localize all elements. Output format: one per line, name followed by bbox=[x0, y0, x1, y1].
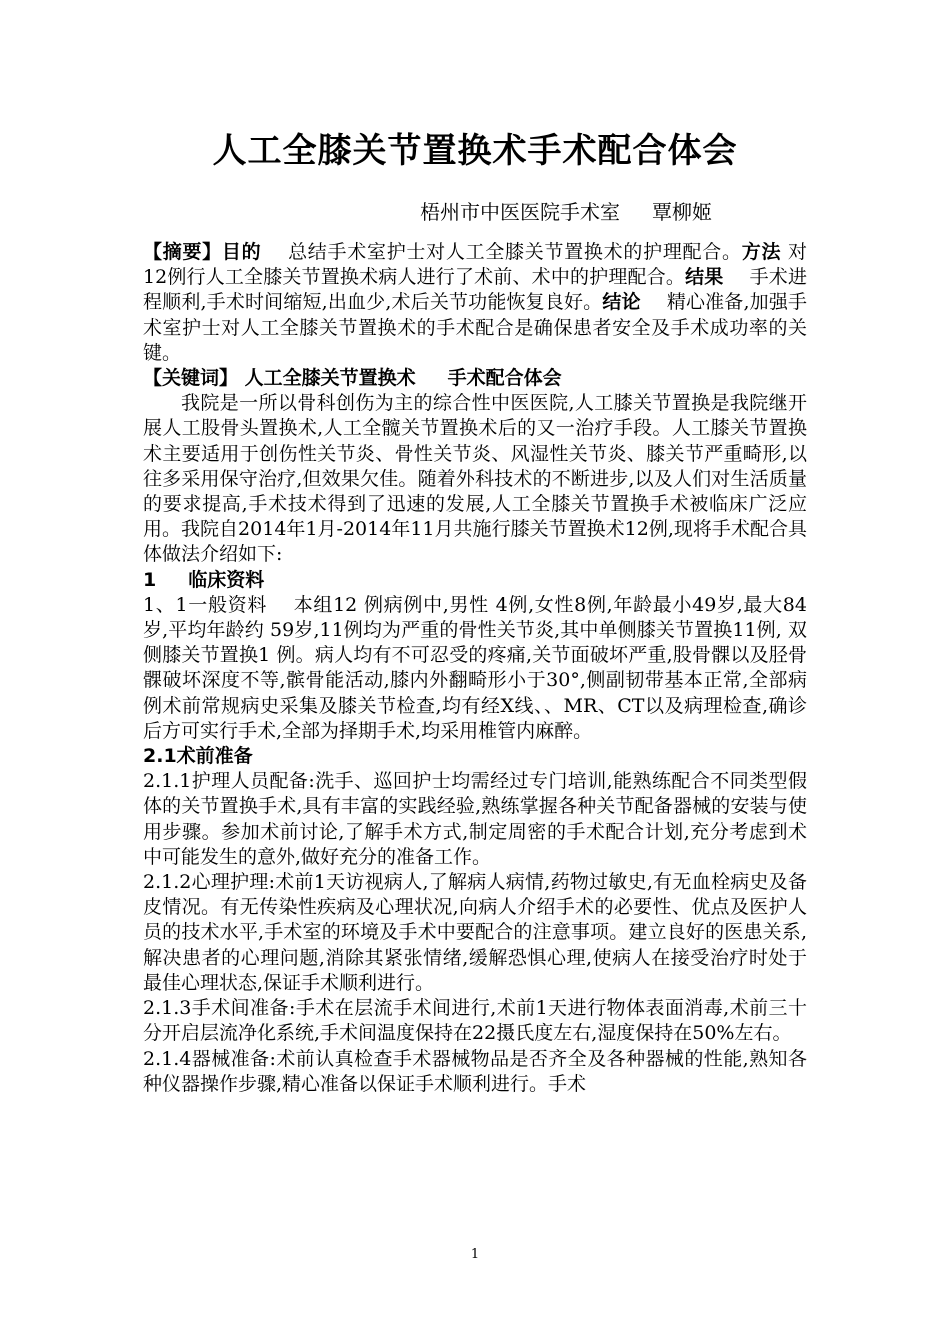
keyword-2: 手术配合体会 bbox=[447, 367, 562, 390]
abstract-result: 手术进程顺利,手术时间缩短,出血少,术后关节功能恢复良好。 bbox=[143, 266, 807, 314]
keyword-1: 人工全膝关节置换术 bbox=[244, 367, 416, 390]
abstract-aim: 总结手术室护士对人工全膝关节置换术的护理配合。 bbox=[287, 241, 742, 263]
page-title: 人工全膝关节置换术手术配合体会 bbox=[212, 131, 738, 171]
section-2-1-2-paragraph: 2.1.2心理护理:术前1天访视病人,了解病人病情,药物过敏史,有无血栓病史及备皮情况。有无传染性疾病及心理状况,向病人介绍手术的必要性、优点及医护人员的技术水平,手术室的环境及手术中要配合的注意事项。建立良好的医患关系,解决患者的心理问题,消除其紧张情绪,缓解恐惧心理,使病人在接受治疗时处于最佳心理状态,保证手术顺利进行。 bbox=[143, 871, 807, 994]
abstract-method: 对12例行人工全膝关节置换术病人进行了术前、术中的护理配合。 bbox=[143, 241, 807, 289]
abstract-conclusion: 精心准备,加强手术室护士对人工全膝关节置换术的手术配合是确保患者安全及手术成功率的关键。 bbox=[143, 291, 807, 364]
section-1-1-text: 本组12 例病例中,男性 4例,女性8例,年龄最小49岁,最大84岁,平均年龄约 59岁,11例均为严重的骨性关节炎,其中单侧膝关节置换11例, 双侧膝关节置换1 例。病人均有不可忍受的疼痛,关节面破坏严重,股骨髁以及胫骨髁破坏深度不等,髌骨能活动,膝内外翻畸形小于30°,侧副韧带基本正常,全部病例术前常规病史采集及膝关节检查,均有经X线、、MR、CT以及病理检查,确诊后方可实行手术,全部为择期手术,均采用椎管内麻醉。 bbox=[143, 593, 807, 742]
page-number: 1 bbox=[470, 1247, 480, 1262]
section-2-1-3-paragraph: 2.1.3手术间准备:手术在层流手术间进行,术前1天进行物体表面消毒,术前三十分开启层流净化系统,手术间温度保持在22摄氏度左右,湿度保持在50%左右。 bbox=[143, 997, 807, 1045]
keywords-label: 【关键词】 bbox=[143, 367, 239, 390]
section-1-number: 1 bbox=[143, 568, 157, 591]
section-2-1-1-paragraph: 2.1.1护理人员配备:洗手、巡回护士均需经过专门培训,能熟练配合不同类型假体的关节置换手术,具有丰富的实践经验,熟练掌握各种关节配备器械的安装与使用步骤。参加术前讨论,了解手术方式,制定周密的手术配合计划,充分考虑到术中可能发生的意外,做好充分的准备工作。 bbox=[143, 770, 807, 868]
abstract-aim-label: 目的 bbox=[221, 241, 262, 263]
keywords-line bbox=[143, 366, 807, 391]
section-2-1-heading: 2.1术前准备 bbox=[143, 745, 253, 768]
abstract-label: 【摘要】 bbox=[143, 241, 222, 263]
document-body bbox=[143, 240, 807, 1097]
abstract-paragraph bbox=[143, 240, 807, 366]
author-line bbox=[420, 197, 800, 227]
section-1-1-paragraph bbox=[143, 593, 807, 744]
abstract-result-label: 结果 bbox=[685, 266, 724, 289]
author-affiliation: 梧州市中医医院手术室 bbox=[420, 200, 620, 224]
section-1-title: 临床资料 bbox=[188, 568, 265, 591]
author-name: 覃柳姬 bbox=[652, 200, 712, 224]
abstract-conclusion-label: 结论 bbox=[602, 291, 641, 314]
section-1-1-label: 1、1一般资料 bbox=[143, 593, 268, 616]
section-1-heading bbox=[143, 568, 807, 593]
section-2-1-4-paragraph: 2.1.4器械准备:术前认真检查手术器械物品是否齐全及各种器械的性能,熟知各种仪器操作步骤,精心准备以保证手术顺利进行。手术 bbox=[143, 1047, 807, 1095]
abstract-method-label: 方法 bbox=[741, 241, 782, 263]
intro-paragraph: 我院是一所以骨科创伤为主的综合性中医医院,人工膝关节置换是我院继开展人工股骨头置换术,人工全髋关节置换术后的又一治疗手段。人工膝关节置换术主要适用于创伤性关节炎、骨性关节炎、风湿性关节炎、膝关节严重畸形,以往多采用保守治疗,但效果欠佳。随着外科技术的不断进步,以及人们对生活质量的要求提高,手术技术得到了迅速的发展,人工全膝关节置换手术被临床广泛应用。我院自2014年1月-2014年11月共施行膝关节置换术12例,现将手术配合具体做法介绍如下: bbox=[143, 392, 807, 566]
